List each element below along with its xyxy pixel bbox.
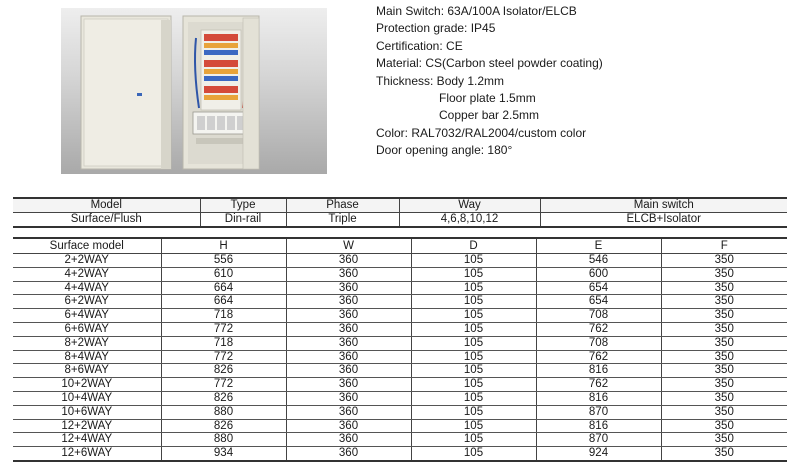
table-cell: 360 [286, 433, 411, 447]
table-cell: 360 [286, 378, 411, 392]
table-cell: 105 [411, 391, 536, 405]
table-cell: 772 [161, 322, 286, 336]
summary-header: Way [399, 198, 540, 213]
table-cell: 816 [536, 419, 661, 433]
table-cell: 350 [714, 447, 734, 460]
table-cell: 762 [536, 322, 661, 336]
table-cell: 360 [286, 295, 411, 309]
table-cell: 350 [661, 391, 787, 405]
table-cell: 105 [411, 322, 536, 336]
table-cell: 12+2WAY [13, 419, 161, 433]
table-cell: 870 [536, 433, 661, 447]
table-cell: 350 [661, 281, 787, 295]
table-row [13, 336, 787, 350]
spec-protection: Protection grade: IP45 [376, 21, 496, 36]
table-row [13, 405, 787, 419]
summary-cell: ELCB+Isolator [626, 213, 701, 225]
summary-header: Model [13, 198, 200, 213]
table-cell: 360 [286, 336, 411, 350]
table-row [13, 309, 787, 323]
table-cell: 610 [161, 267, 286, 281]
table-cell: 880 [161, 433, 286, 447]
summary-row [13, 213, 787, 228]
table-cell: 350 [661, 254, 787, 268]
table-cell: 762 [536, 350, 661, 364]
table-cell: 360 [286, 419, 411, 433]
table-cell: 105 [411, 281, 536, 295]
table-cell: 664 [161, 281, 286, 295]
table-cell: 105 [411, 433, 536, 447]
table-cell: 105 [411, 350, 536, 364]
table-cell: 350 [661, 336, 787, 350]
table-cell: 826 [161, 391, 286, 405]
table-cell: 600 [536, 267, 661, 281]
table-cell: 350 [661, 433, 787, 447]
spec-color: Color: RAL7032/RAL2004/custom color [376, 125, 587, 140]
table-cell: 105 [411, 447, 536, 461]
spec-thickness-floor: Floor plate 1.5mm [439, 91, 536, 106]
table-cell: 4+2WAY [13, 267, 161, 281]
table-cell: 924 [536, 447, 661, 461]
table-cell: 8+4WAY [13, 350, 161, 364]
table-row [13, 447, 787, 461]
table-cell: 762 [536, 378, 661, 392]
table-cell: 360 [286, 254, 411, 268]
spec-thickness-body: Thickness: Body 1.2mm [376, 73, 505, 88]
table-row [13, 322, 787, 336]
table-row [13, 254, 787, 268]
table-cell: 8+6WAY [13, 364, 161, 378]
table-cell: 654 [536, 295, 661, 309]
table-cell: 350 [661, 267, 787, 281]
table-cell: 6+6WAY [13, 322, 161, 336]
table-cell: 360 [286, 309, 411, 323]
table-cell: 360 [286, 447, 411, 461]
table-cell: 360 [286, 350, 411, 364]
table-row [13, 391, 787, 405]
table-row [13, 433, 787, 447]
table-cell: 934 [161, 447, 286, 461]
summary-cell: 4,6,8,10,12 [399, 213, 540, 228]
table-row [13, 419, 787, 433]
table-cell: 105 [411, 378, 536, 392]
table-cell: 708 [536, 336, 661, 350]
summary-header: Type [200, 198, 286, 213]
table-row [13, 350, 787, 364]
table-cell: 8+2WAY [13, 336, 161, 350]
summary-cell: Din-rail [200, 213, 286, 228]
table-cell: 664 [161, 295, 286, 309]
table-cell: 350 [661, 405, 787, 419]
table-cell: 350 [661, 322, 787, 336]
table-cell: 654 [536, 281, 661, 295]
dimensions-header: F [661, 238, 787, 254]
table-cell: 2+2WAY [13, 254, 161, 268]
table-cell: 360 [286, 405, 411, 419]
summary-cell: Surface/Flush [13, 213, 200, 228]
table-cell: 880 [161, 405, 286, 419]
table-cell: 360 [286, 267, 411, 281]
table-row [13, 267, 787, 281]
table-cell: 360 [286, 364, 411, 378]
table-cell: 105 [411, 295, 536, 309]
table-cell: 350 [661, 378, 787, 392]
spec-door: Door opening angle: 180° [376, 143, 513, 158]
table-cell: 350 [661, 419, 787, 433]
table-cell: 350 [661, 309, 787, 323]
spec-material: Material: CS(Carbon steel powder coating) [376, 56, 603, 71]
table-cell: 6+2WAY [13, 295, 161, 309]
table-cell: 350 [661, 295, 787, 309]
dimensions-header-row [13, 238, 787, 254]
table-cell: 105 [411, 364, 536, 378]
table-row [13, 378, 787, 392]
dimensions-header: E [536, 238, 661, 254]
table-cell: 816 [536, 391, 661, 405]
table-cell: 10+6WAY [13, 405, 161, 419]
distribution-board-illustration [61, 8, 327, 174]
table-cell: 105 [411, 267, 536, 281]
product-photo [61, 8, 327, 174]
table-cell: 870 [536, 405, 661, 419]
summary-header-row [13, 198, 787, 213]
table-row [13, 364, 787, 378]
table-row [13, 281, 787, 295]
table-cell: 12+4WAY [13, 433, 161, 447]
summary-header: Main switch [540, 198, 787, 213]
dimensions-body [13, 254, 787, 461]
table-cell: 718 [161, 309, 286, 323]
table-cell: 772 [161, 378, 286, 392]
table-cell: 105 [411, 405, 536, 419]
spec-certification: Certification: CE [376, 38, 463, 53]
dimensions-header: Surface model [13, 238, 161, 254]
dimensions-table [13, 237, 787, 462]
table-cell: 546 [536, 254, 661, 268]
table-cell: 816 [536, 364, 661, 378]
table-cell: 708 [536, 309, 661, 323]
table-cell: 360 [286, 322, 411, 336]
table-cell: 350 [661, 364, 787, 378]
table-cell: 12+6WAY [13, 447, 161, 461]
table-cell: 4+4WAY [13, 281, 161, 295]
dimensions-header: W [286, 238, 411, 254]
table-cell: 826 [161, 364, 286, 378]
table-cell: 360 [286, 391, 411, 405]
summary-table [13, 197, 787, 228]
table-cell: 556 [161, 254, 286, 268]
summary-cell: Triple [286, 213, 399, 228]
table-cell: 360 [286, 281, 411, 295]
table-cell: 826 [161, 419, 286, 433]
table-cell: 718 [161, 336, 286, 350]
table-cell: 772 [161, 350, 286, 364]
table-cell: 10+2WAY [13, 378, 161, 392]
table-cell: 105 [411, 336, 536, 350]
dimensions-header: H [161, 238, 286, 254]
table-cell: 6+4WAY [13, 309, 161, 323]
specifications [376, 3, 603, 160]
table-cell: 105 [411, 419, 536, 433]
table-cell: 105 [411, 309, 536, 323]
table-row [13, 295, 787, 309]
table-cell: 105 [411, 254, 536, 268]
spec-thickness-copper: Copper bar 2.5mm [439, 108, 540, 123]
table-cell: 10+4WAY [13, 391, 161, 405]
summary-header: Phase [286, 198, 399, 213]
spec-main-switch: Main Switch: 63A/100A Isolator/ELCB [376, 4, 577, 18]
table-cell: 350 [661, 350, 787, 364]
dimensions-header: D [411, 238, 536, 254]
